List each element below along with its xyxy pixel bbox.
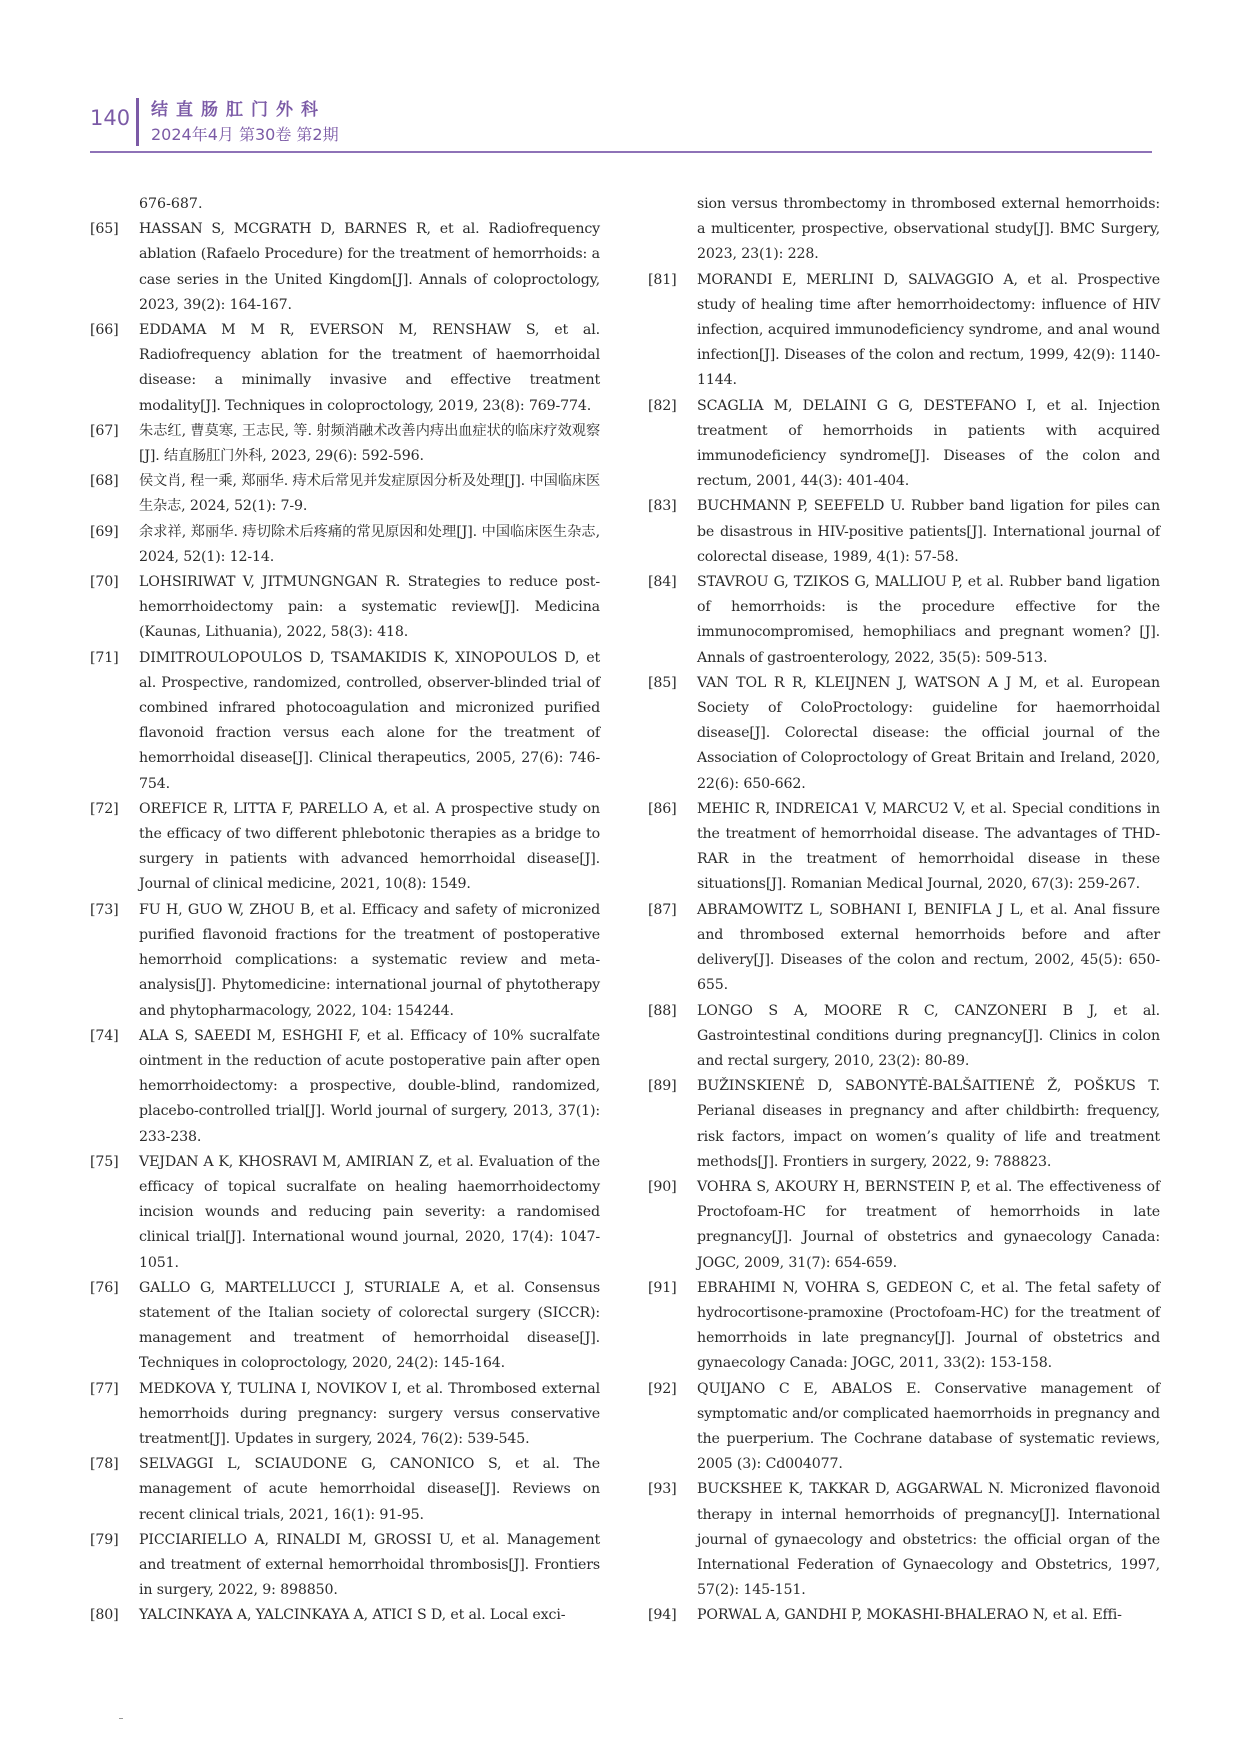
reference-text: MEDKOVA Y, TULINA I, NOVIKOV I, et al. Thrombosed external hemorrhoids during pregnancy: surgery versus conservative treatment[J]. Updates in surgery, 2024, 76(2): 539-545. — [139, 1380, 600, 1447]
reference-item — [90, 1528, 600, 1604]
reference-item — [648, 494, 1160, 570]
reference-number: [90] — [648, 1178, 677, 1195]
reference-text: ABRAMOWITZ L, SOBHANI I, BENIFLA J L, et al. Anal fissure and thrombosed external hemorrhoids before and after delivery[J]. Diseases of the colon and rectum, 2002, 45(5): 650-655. — [697, 901, 1160, 994]
reference-number: [83] — [648, 498, 677, 515]
reference-text: LONGO S A, MOORE R C, CANZONERI B J, et al. Gastrointestinal conditions during pregnancy[J]. Clinics in colon and rectal surgery, 2010, 23(2): 80-89. — [697, 1002, 1160, 1069]
reference-item — [648, 797, 1160, 898]
reference-text: YALCINKAYA A, YALCINKAYA A, ATICI S D, et al. Local exci- — [139, 1607, 566, 1624]
reference-number: [94] — [648, 1607, 677, 1624]
right-column — [648, 192, 1160, 1629]
reference-number: [92] — [648, 1380, 677, 1397]
reference-item — [90, 646, 600, 797]
reference-number: [67] — [90, 422, 119, 439]
reference-item — [648, 268, 1160, 394]
reference-item — [90, 419, 600, 469]
reference-text: DIMITROULOPOULOS D, TSAMAKIDIS K, XINOPOULOS D, et al. Prospective, randomized, controlled, observer-blinded trial of combined infrared photocoagulation and micronized purified flavonoid fraction versus each alone for the treatment of hemorrhoidal disease[J]. Clinical therapeutics, 2005, 27(6): 746-754. — [139, 649, 600, 792]
reference-list-left — [90, 217, 600, 1628]
reference-number: [77] — [90, 1380, 119, 1397]
reference-text: QUIJANO C E, ABALOS E. Conservative management of symptomatic and/or complicated haemorrhoids in pregnancy and the puerperium. The Cochrane database of systematic reviews, 2005 (3): Cd004077. — [697, 1380, 1160, 1473]
reference-item — [648, 1175, 1160, 1276]
reference-text: VEJDAN A K, KHOSRAVI M, AMIRIAN Z, et al. Evaluation of the efficacy of topical sucralfate on healing haemorrhoidectomy incision wounds and reducing pain severity: a randomised clinical trial[J]. International wound journal, 2020, 17(4): 1047-1051. — [139, 1153, 600, 1271]
reference-item — [648, 898, 1160, 999]
page-number: 140 — [90, 106, 131, 130]
reference-text: STAVROU G, TZIKOS G, MALLIOU P, et al. Rubber band ligation of hemorrhoids: is the procedure effective for the immunocompromised, hemophiliacs and pregnant women? [J]. Annals of gastroenterology, 2022, 35(5): 509-513. — [697, 574, 1160, 666]
reference-item — [648, 394, 1160, 495]
reference-text: BUCHMANN P, SEEFELD U. Rubber band ligation for piles can be disastrous in HIV-positive patients[J]. International journal of colorectal disease, 1989, 4(1): 57-58. — [697, 498, 1160, 565]
page-header — [90, 92, 1152, 152]
reference-item — [90, 469, 600, 519]
reference-item — [90, 1603, 600, 1628]
reference-text: VAN TOL R R, KLEIJNEN J, WATSON A J M, et al. European Society of ColoProctology: guideline for haemorrhoidal disease[J]. Colorectal disease: the official journal of the Association of Coloproctology of Great Britain and Ireland, 2020, 22(6): 650-662. — [697, 674, 1160, 792]
reference-number: [75] — [90, 1153, 119, 1170]
footer-mark — [119, 1718, 123, 1719]
reference-number: [70] — [90, 574, 119, 591]
reference-number: [87] — [648, 901, 677, 918]
reference-text: MEHIC R, INDREICA1 V, MARCU2 V, et al. Special conditions in the treatment of hemorrhoidal disease. The advantages of THD-RAR in the treatment of hemorrhoidal disease in these situations[J]. Romanian Medical Journal, 2020, 67(3): 259-267. — [697, 800, 1160, 893]
reference-item — [90, 1377, 600, 1453]
reference-text: 侯文肖, 程一乘, 郑丽华. 痔术后常见并发症原因分析及处理[J]. 中国临床医生杂志, 2024, 52(1): 7-9. — [139, 473, 600, 515]
reference-number: [82] — [648, 397, 677, 414]
header-rule — [90, 151, 1152, 153]
reference-text: GALLO G, MARTELLUCCI J, STURIALE A, et al. Consensus statement of the Italian society of colorectal surgery (SICCR): management and treatment of hemorrhoidal disease[J]. Techniques in coloproctology, 2020, 24(2): 145-164. — [139, 1279, 600, 1372]
reference-text: 余求祥, 郑丽华. 痔切除术后疼痛的常见原因和处理[J]. 中国临床医生杂志, 2024, 52(1): 12-14. — [139, 523, 600, 565]
reference-number: [73] — [90, 901, 119, 918]
reference-item — [90, 1452, 600, 1528]
reference-text: SCAGLIA M, DELAINI G G, DESTEFANO I, et al. Injection treatment of hemorrhoids in patients with acquired immunodeficiency syndrome[J]. Diseases of the colon and rectum, 2001, 44(3): 401-404. — [697, 397, 1160, 490]
reference-number: [93] — [648, 1481, 677, 1498]
reference-number: [68] — [90, 473, 119, 490]
header-divider — [136, 98, 139, 146]
reference-text: PICCIARIELLO A, RINALDI M, GROSSI U, et al. Management and treatment of external hemorrhoidal thrombosis[J]. Frontiers in surgery, 2022, 9: 898850. — [139, 1531, 600, 1599]
reference-item — [90, 217, 600, 318]
reference-text: LOHSIRIWAT V, JITMUNGNGAN R. Strategies to reduce post-hemorrhoidectomy pain: a systematic review[J]. Medicina (Kaunas, Lithuania), 2022, 58(3): 418. — [139, 574, 600, 641]
reference-text: SELVAGGI L, SCIAUDONE G, CANONICO S, et al. The management of acute hemorrhoidal disease[J]. Reviews on recent clinical trials, 2021, 16(1): 91-95. — [139, 1456, 600, 1523]
reference-number: [81] — [648, 271, 677, 288]
reference-item — [90, 1150, 600, 1276]
reference-number: [86] — [648, 800, 677, 817]
reference-item — [90, 898, 600, 1024]
reference-number: [72] — [90, 800, 119, 817]
reference-item — [90, 1276, 600, 1377]
reference-text: OREFICE R, LITTA F, PARELLO A, et al. A prospective study on the efficacy of two different phlebotonic therapies as a bridge to surgery in patients with advanced hemorrhoidal disease[J]. Journal of clinical medicine, 2021, 10(8): 1549. — [139, 800, 600, 893]
reference-text: MORANDI E, MERLINI D, SALVAGGIO A, et al. Prospective study of healing time after hemorrhoidectomy: influence of HIV infection, acquired immunodeficiency syndrome, and anal wound infection[J]. Diseases of the colon and rectum, 1999, 42(9): 1140-1144. — [697, 271, 1160, 389]
issue-info: 2024年4月 第30卷 第2期 — [151, 125, 339, 144]
reference-number: [80] — [90, 1607, 119, 1624]
reference-text: ALA S, SAEEDI M, ESHGHI F, et al. Efficacy of 10% sucralfate ointment in the reduction of acute postoperative pain after open hemorrhoidectomy: a prospective, double-blind, randomized, placebo-controlled trial[J]. World journal of surgery, 2013, 37(1): 233-238. — [139, 1027, 600, 1145]
reference-number: [74] — [90, 1027, 119, 1044]
reference-number: [79] — [90, 1531, 119, 1548]
reference-item — [648, 1074, 1160, 1175]
reference-text: 朱志红, 曹莫寒, 王志民, 等. 射频消融术改善内痔出血症状的临床疗效观察[J]. 结直肠肛门外科, 2023, 29(6): 592-596. — [139, 422, 600, 465]
reference-text: EDDAMA M M R, EVERSON M, RENSHAW S, et al. Radiofrequency ablation for the treatment of haemorrhoidal disease: a minimally invasive and effective treatment modality[J]. Techniques in coloproctology, 2019, 23(8): 769-774. — [139, 322, 600, 414]
reference-item — [648, 671, 1160, 797]
journal-title: 结直肠肛门外科 — [151, 100, 326, 120]
reference-number: [69] — [90, 523, 119, 540]
reference-text: BUCKSHEE K, TAKKAR D, AGGARWAL N. Micronized flavonoid therapy in internal hemorrhoids of pregnancy[J]. International journal of gynaecology and obstetrics: the official organ of the International Federation of Gynaecology and Obstetrics, 1997, 57(2): 145-151. — [697, 1481, 1160, 1599]
reference-item — [648, 1603, 1160, 1628]
reference-item — [90, 318, 600, 419]
continued-reference: 676-687. — [139, 196, 203, 212]
left-column — [90, 192, 600, 1629]
reference-text: VOHRA S, AKOURY H, BERNSTEIN P, et al. The effectiveness of Proctofoam-HC for treatment of hemorrhoids in late pregnancy[J]. Journal of obstetrics and gynaecology Canada: JOGC, 2009, 31(7): 654-659. — [697, 1178, 1160, 1271]
reference-number: [89] — [648, 1078, 677, 1095]
reference-text: PORWAL A, GANDHI P, MOKASHI-BHALERAO N, et al. Effi- — [697, 1607, 1122, 1624]
continued-reference: sion versus thrombectomy in thrombosed external hemorrhoids: a multicenter, prospective, observational study[J]. BMC Surgery, 2023, 23(1): 228. — [697, 196, 1160, 263]
reference-text: FU H, GUO W, ZHOU B, et al. Efficacy and safety of micronized purified flavonoid fractions for the treatment of postoperative hemorrhoid complications: a systematic review and meta-analysis[J]. Phytomedicine: international journal of phytotherapy and phytopharmacology, 2022, 104: 154244. — [139, 901, 600, 1019]
reference-number: [71] — [90, 649, 119, 666]
reference-item — [90, 797, 600, 898]
reference-item — [648, 1377, 1160, 1478]
reference-number: [65] — [90, 221, 119, 238]
reference-text: BUŽINSKIENĖ D, SABONYTĖ-BALŠAITIENĖ Ž, POŠKUS T. Perianal diseases in pregnancy and after childbirth: frequency, risk factors, impact on women’s quality of life and treatment methods[J]. Frontiers in surgery, 2022, 9: 788823. — [697, 1078, 1160, 1170]
reference-number: [84] — [648, 574, 677, 591]
reference-item — [90, 520, 600, 570]
reference-text: EBRAHIMI N, VOHRA S, GEDEON C, et al. The fetal safety of hydrocortisone-pramoxine (Proctofoam-HC) for the treatment of hemorrhoids in late pregnancy[J]. Journal of obstetrics and gynaecology Canada: JOGC, 2011, 33(2): 153-158. — [697, 1279, 1160, 1372]
reference-number: [88] — [648, 1002, 677, 1019]
reference-number: [91] — [648, 1279, 677, 1296]
reference-number: [85] — [648, 674, 677, 691]
reference-number: [78] — [90, 1456, 119, 1473]
reference-number: [76] — [90, 1279, 119, 1296]
reference-item — [648, 999, 1160, 1075]
reference-item — [648, 1276, 1160, 1377]
reference-item — [648, 570, 1160, 671]
reference-item — [90, 1024, 600, 1150]
reference-number: [66] — [90, 322, 119, 339]
reference-item — [648, 1477, 1160, 1603]
reference-text: HASSAN S, MCGRATH D, BARNES R, et al. Radiofrequency ablation (Rafaelo Procedure) for the treatment of hemorrhoids: a case series in the United Kingdom[J]. Annals of coloproctology, 2023, 39(2): 164-167. — [139, 221, 600, 313]
reference-item — [90, 570, 600, 646]
reference-list-right — [648, 268, 1160, 1629]
